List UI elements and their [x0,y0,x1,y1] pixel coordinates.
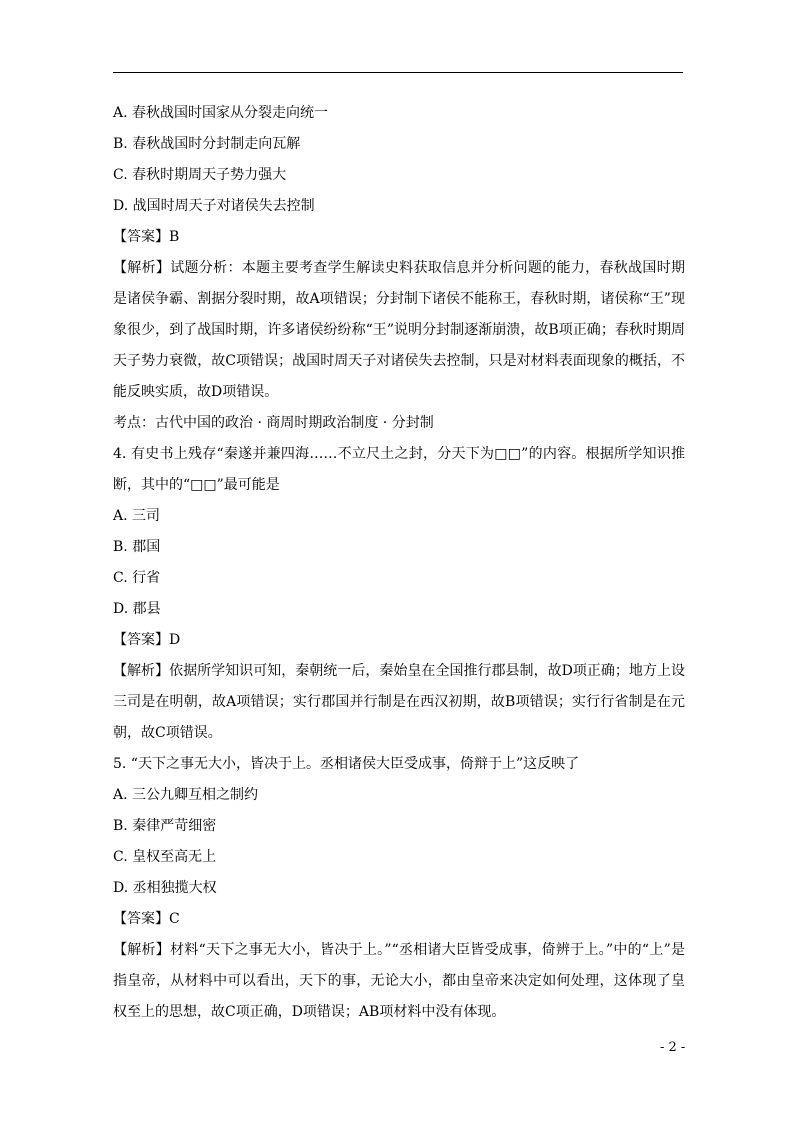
q3-answer: 【答案】B [113,229,180,245]
q4-stem: 4. 有史书上残存“秦遂并兼四海……不立尺土之封，分天下为□□”的内容。根据所学知识推断，其中的“□□”最可能是 [113,446,685,493]
q5-answer: 【答案】C [113,911,180,927]
page-number: - 2 - [660,1040,686,1055]
q3-analysis: 【解析】试题分析：本题主要考查学生解读史料获取信息并分析问题的能力，春秋战国时期是诸侯争霸、割据分裂时期，故A项错误；分封制下诸侯不能称王，春秋时期，诸侯称“王”现象很少，到了战国时期，许多诸侯纷纷称“王”说明分封制逐渐崩溃，故B项正确；春秋时期周天子势力衰微，故C项错误；战国时周天子对诸侯失去控制，只是对材料表面现象的概括，不能反映实质，故D项错误。 [113,260,685,400]
q5-option-d: D. 丞相独揽大权 [113,880,217,896]
q5-option-a: A. 三公九卿互相之制约 [113,787,259,803]
header-rule [113,72,683,73]
q5-option-c: C. 皇权至高无上 [113,849,217,865]
q5-stem: 5. “天下之事无大小，皆决于上。丞相诸侯大臣受成事，倚辩于上”这反映了 [113,756,580,772]
q5-option-b: B. 秦律严苛细密 [113,818,217,834]
q4-option-c: C. 行省 [113,570,161,586]
q4-analysis: 【解析】依据所学知识可知，秦朝统一后，秦始皇在全国推行郡县制，故D项正确；地方上设三司是在明朝，故A项错误；实行郡国并行制是在西汉初期，故B项错误；实行行省制是在元朝，故C项错误。 [113,663,685,741]
q3-option-d: D. 战国时周天子对诸侯失去控制 [113,198,315,214]
q4-option-b: B. 郡国 [113,539,161,555]
q3-option-c: C. 春秋时期周天子势力强大 [113,167,287,183]
q3-kaodian: 考点：古代中国的政治 · 商周时期政治制度 · 分封制 [113,415,434,431]
q3-option-a: A. 春秋战国时国家从分裂走向统一 [113,105,329,121]
document-body [113,98,685,1028]
q5-analysis: 【解析】材料“天下之事无大小，皆决于上。”“丞相诸大臣皆受成事，倚辨于上。”中的“上”是指皇帝，从材料中可以看出，天下的事，无论大小，都由皇帝来决定如何处理，这体现了皇权至上的思想，故C项正确，D项错误；AB项材料中没有体现。 [113,942,685,1020]
q4-answer: 【答案】D [113,632,181,648]
q4-option-d: D. 郡县 [113,601,161,617]
q3-option-b: B. 春秋战国时分封制走向瓦解 [113,136,301,152]
q4-option-a: A. 三司 [113,508,161,524]
